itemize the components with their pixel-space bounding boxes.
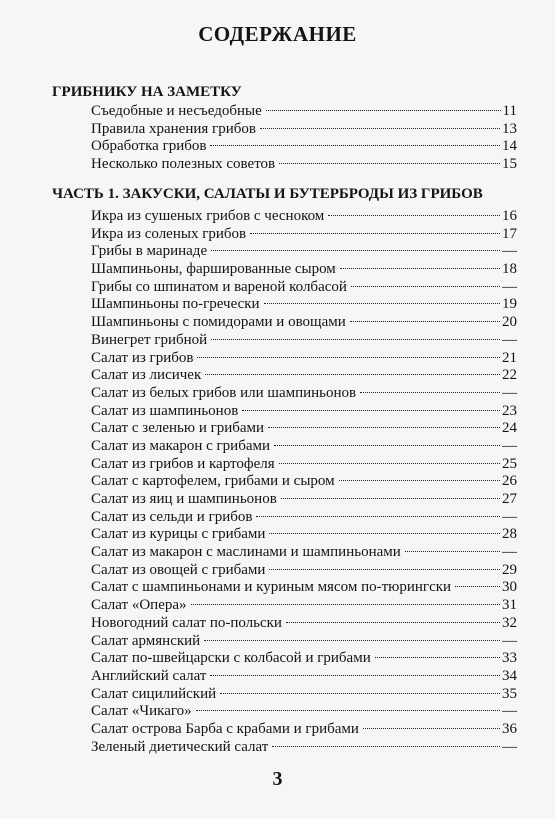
toc-entry bbox=[91, 420, 517, 438]
toc-entry bbox=[91, 473, 517, 491]
toc-entry-title: Шампиньоны по-гречески bbox=[91, 296, 260, 313]
toc-entry bbox=[91, 739, 517, 757]
toc-entry-title: Икра из сушеных грибов с чесноком bbox=[91, 208, 325, 224]
dot-leader bbox=[268, 427, 500, 428]
toc-entry-page: 15 bbox=[502, 156, 517, 173]
toc-entry-page: — bbox=[502, 384, 517, 401]
toc-list bbox=[91, 103, 517, 174]
toc-entry-title: Салат из грибов bbox=[91, 349, 194, 366]
dot-leader bbox=[191, 604, 500, 605]
toc-entry-title: Салат из макарон с грибами bbox=[91, 437, 270, 454]
dot-leader bbox=[205, 374, 500, 375]
toc-entry bbox=[91, 121, 517, 139]
toc-entry-title: Салат из сельди и грибов bbox=[91, 508, 253, 525]
dot-leader bbox=[250, 233, 500, 234]
toc-entry-page: — bbox=[502, 278, 517, 295]
dot-leader bbox=[266, 110, 501, 111]
toc-entry-title: Салат с шампиньонами и куриным мясом по-тюрингски bbox=[91, 579, 452, 596]
toc-entry-page: 17 bbox=[502, 225, 517, 242]
toc-entry bbox=[91, 456, 517, 474]
dot-leader bbox=[279, 163, 500, 164]
toc-entry-title: Салат острова Барба с крабами и грибами bbox=[91, 720, 359, 737]
toc-entry-page: 27 bbox=[502, 491, 517, 507]
dot-leader bbox=[274, 445, 500, 446]
toc-entry-title: Английский салат bbox=[91, 667, 207, 684]
dot-leader bbox=[350, 321, 500, 322]
toc-entry-page: 16 bbox=[502, 208, 517, 224]
toc-entry bbox=[91, 385, 517, 403]
dot-leader bbox=[256, 516, 500, 517]
toc-entry bbox=[91, 526, 517, 544]
toc-entry-title: Грибы в маринаде bbox=[91, 243, 208, 260]
toc-entry-title: Салат «Опера» bbox=[91, 597, 187, 614]
dot-leader bbox=[340, 268, 500, 269]
toc-entry bbox=[91, 138, 517, 156]
toc-entry bbox=[91, 579, 517, 597]
toc-entry-page: — bbox=[502, 508, 517, 525]
toc-entry-page: 19 bbox=[502, 296, 517, 313]
toc-entry bbox=[91, 633, 517, 651]
toc-entry-page: 14 bbox=[502, 138, 517, 155]
dot-leader bbox=[328, 215, 500, 216]
toc-entry-page: 30 bbox=[502, 579, 517, 596]
toc-entry-title: Несколько полезных советов bbox=[91, 156, 276, 173]
toc-entry bbox=[91, 491, 517, 509]
dot-leader bbox=[197, 357, 500, 358]
toc-entry-page: 36 bbox=[502, 720, 517, 737]
toc-entry bbox=[91, 350, 517, 368]
dot-leader bbox=[363, 728, 500, 729]
toc-entry-page: 25 bbox=[502, 455, 517, 472]
toc-entry bbox=[91, 615, 517, 633]
toc-entry-title: Салат из курицы с грибами bbox=[91, 526, 266, 543]
toc-entry-title: Салат армянский bbox=[91, 632, 201, 649]
toc-entry bbox=[91, 279, 517, 297]
dot-leader bbox=[204, 640, 500, 641]
dot-leader bbox=[196, 710, 500, 711]
toc-entry-page: 13 bbox=[502, 120, 517, 137]
dot-leader bbox=[351, 286, 500, 287]
toc-entry-title: Салат с зеленью и грибами bbox=[91, 420, 265, 437]
toc-entry-page: 33 bbox=[502, 650, 517, 667]
toc-entry-title: Шампиньоны с помидорами и овощами bbox=[91, 314, 346, 331]
toc-entry-title: Салат из яиц и шампиньонов bbox=[91, 491, 277, 507]
toc-list bbox=[91, 208, 517, 756]
toc-entry bbox=[91, 314, 517, 332]
toc-entry-title: Новогодний салат по-польски bbox=[91, 614, 282, 631]
toc-entry-title: Салат «Чикаго» bbox=[91, 703, 192, 720]
toc-entry bbox=[91, 367, 517, 385]
toc-entry-page: 21 bbox=[502, 349, 517, 366]
toc-entry bbox=[91, 243, 517, 261]
toc-entry-title: Салат сицилийский bbox=[91, 685, 217, 702]
toc-entry bbox=[91, 208, 517, 226]
toc-entry-title: Шампиньоны, фаршированные сыром bbox=[91, 261, 336, 278]
toc-entry-page: — bbox=[502, 331, 517, 348]
toc-entry-page: — bbox=[502, 437, 517, 454]
toc-entry-page: 35 bbox=[502, 685, 517, 702]
toc-entry-title: Винегрет грибной bbox=[91, 331, 208, 348]
dot-leader bbox=[281, 498, 500, 499]
toc-entry bbox=[91, 721, 517, 739]
toc-entry-title: Салат из белых грибов или шампиньонов bbox=[91, 384, 357, 401]
toc-entry-page: 29 bbox=[502, 561, 517, 578]
toc-entry-page: — bbox=[502, 703, 517, 720]
toc-entry bbox=[91, 562, 517, 580]
toc-entry bbox=[91, 332, 517, 350]
section-heading: ЧАСТЬ 1. ЗАКУСКИ, САЛАТЫ И БУТЕРБРОДЫ ИЗ ГРИБОВ bbox=[52, 186, 483, 202]
toc-entry-title: Салат из овощей с грибами bbox=[91, 561, 266, 578]
toc-entry-title: Салат из грибов и картофеля bbox=[91, 455, 275, 472]
toc-entry bbox=[91, 403, 517, 421]
dot-leader bbox=[210, 675, 500, 676]
toc-entry bbox=[91, 226, 517, 244]
toc-entry-title: Салат из лисичек bbox=[91, 367, 202, 384]
dot-leader bbox=[286, 622, 500, 623]
toc-entry bbox=[91, 156, 517, 174]
dot-leader bbox=[339, 480, 500, 481]
toc-entry bbox=[91, 261, 517, 279]
toc-entry bbox=[91, 509, 517, 527]
toc-entry-title: Салат из шампиньонов bbox=[91, 402, 239, 419]
toc-entry-title: Икра из соленых грибов bbox=[91, 225, 247, 242]
toc-entry-title: Зеленый диетический салат bbox=[91, 738, 269, 755]
toc-entry-page: 28 bbox=[502, 526, 517, 543]
toc-entry-title: Обработка грибов bbox=[91, 138, 207, 155]
toc-entry bbox=[91, 703, 517, 721]
page-number: 3 bbox=[272, 768, 283, 790]
toc-entry-title: Правила хранения грибов bbox=[91, 120, 256, 137]
toc-entry-page: 32 bbox=[502, 614, 517, 631]
toc-entry-page: — bbox=[502, 738, 517, 755]
dot-leader bbox=[360, 392, 500, 393]
page-title: СОДЕРЖАНИЕ bbox=[198, 22, 357, 46]
toc-entry-page: 31 bbox=[502, 597, 517, 614]
toc-entry bbox=[91, 544, 517, 562]
toc-entry-page: 23 bbox=[502, 402, 517, 419]
toc-entry-page: 34 bbox=[502, 667, 517, 684]
dot-leader bbox=[279, 463, 500, 464]
toc-entry bbox=[91, 650, 517, 668]
toc-entry-title: Салат из макарон с маслинами и шампиньонами bbox=[91, 544, 401, 561]
dot-leader bbox=[272, 746, 500, 747]
dot-leader bbox=[455, 586, 500, 587]
toc-entry-page: 22 bbox=[502, 367, 517, 384]
section-heading: ГРИБНИКУ НА ЗАМЕТКУ bbox=[52, 84, 242, 100]
toc-entry-title: Грибы со шпинатом и вареной колбасой bbox=[91, 278, 347, 295]
toc-entry bbox=[91, 296, 517, 314]
toc-entry-page: 26 bbox=[502, 473, 517, 490]
dot-leader bbox=[211, 339, 500, 340]
dot-leader bbox=[210, 145, 500, 146]
toc-entry-page: — bbox=[502, 243, 517, 260]
toc-entry-page: 20 bbox=[502, 314, 517, 331]
toc-entry-title: Салат по-швейцарски с колбасой и грибами bbox=[91, 650, 371, 667]
toc-entry bbox=[91, 686, 517, 704]
dot-leader bbox=[405, 551, 500, 552]
toc-entry bbox=[91, 103, 517, 121]
dot-leader bbox=[242, 410, 500, 411]
toc-entry bbox=[91, 597, 517, 615]
toc-entry bbox=[91, 668, 517, 686]
dot-leader bbox=[375, 657, 500, 658]
toc-entry-page: 18 bbox=[502, 261, 517, 278]
toc-entry-page: 11 bbox=[502, 103, 517, 119]
toc-entry-title: Съедобные и несъедобные bbox=[91, 103, 262, 119]
dot-leader bbox=[269, 533, 500, 534]
dot-leader bbox=[220, 693, 500, 694]
dot-leader bbox=[260, 128, 500, 129]
toc-entry bbox=[91, 438, 517, 456]
toc-entry-title: Салат с картофелем, грибами и сыром bbox=[91, 473, 335, 490]
dot-leader bbox=[269, 569, 500, 570]
toc-entry-page: 24 bbox=[502, 420, 517, 437]
toc-entry-page: — bbox=[502, 544, 517, 561]
dot-leader bbox=[211, 250, 500, 251]
toc-entry-page: — bbox=[502, 632, 517, 649]
dot-leader bbox=[264, 303, 500, 304]
